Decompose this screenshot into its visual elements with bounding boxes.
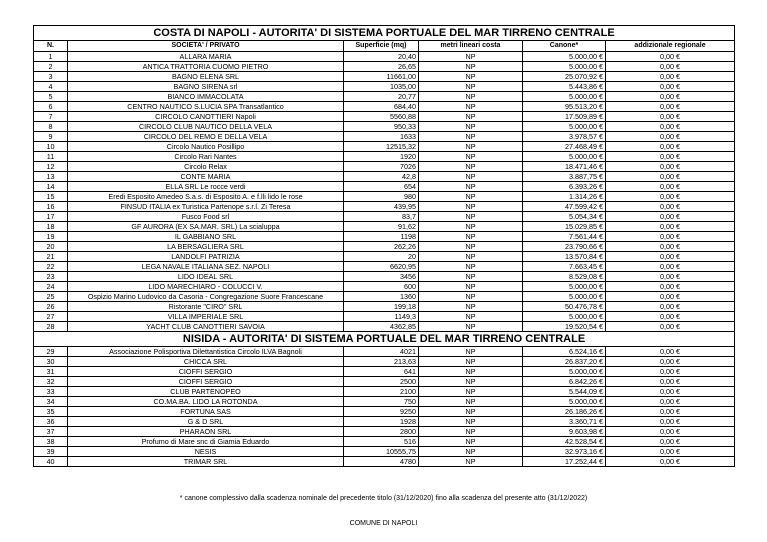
table-row bbox=[34, 52, 735, 62]
cell-ml: NP bbox=[419, 232, 523, 242]
table-row bbox=[34, 72, 735, 82]
cell-add: 0,00 € bbox=[606, 292, 735, 302]
cell-name: BAGNO SIRENA srl bbox=[68, 82, 344, 92]
cell-add: 0,00 € bbox=[606, 282, 735, 292]
cell-n: 32 bbox=[34, 377, 68, 387]
cell-ml: NP bbox=[419, 387, 523, 397]
cell-canone: 6.524,16 € bbox=[523, 347, 606, 357]
cell-sup: 42,8 bbox=[344, 172, 419, 182]
cell-ml: NP bbox=[419, 72, 523, 82]
cell-sup: 9250 bbox=[344, 407, 419, 417]
cell-ml: NP bbox=[419, 447, 523, 457]
cell-add: 0,00 € bbox=[606, 92, 735, 102]
column-header-n: N. bbox=[34, 41, 68, 52]
cell-n: 27 bbox=[34, 312, 68, 322]
table-row bbox=[34, 202, 735, 212]
cell-ml: NP bbox=[419, 417, 523, 427]
cell-sup: 980 bbox=[344, 192, 419, 202]
cell-add: 0,00 € bbox=[606, 407, 735, 417]
table-row bbox=[34, 92, 735, 102]
table-row bbox=[34, 152, 735, 162]
cell-ml: NP bbox=[419, 82, 523, 92]
cell-ml: NP bbox=[419, 142, 523, 152]
cell-ml: NP bbox=[419, 112, 523, 122]
cell-sup: 83,7 bbox=[344, 212, 419, 222]
cell-add: 0,00 € bbox=[606, 82, 735, 92]
cell-name: TRIMAR SRL bbox=[68, 457, 344, 467]
cell-sup: 10555,75 bbox=[344, 447, 419, 457]
table-row bbox=[34, 302, 735, 312]
section-title-row bbox=[34, 332, 735, 347]
cell-canone: 5.000,00 € bbox=[523, 367, 606, 377]
cell-canone: 6.393,26 € bbox=[523, 182, 606, 192]
cell-add: 0,00 € bbox=[606, 457, 735, 467]
table-row bbox=[34, 377, 735, 387]
cell-add: 0,00 € bbox=[606, 312, 735, 322]
cell-n: 28 bbox=[34, 322, 68, 332]
cell-ml: NP bbox=[419, 302, 523, 312]
cell-add: 0,00 € bbox=[606, 162, 735, 172]
cell-name: FORTUNA SAS bbox=[68, 407, 344, 417]
cell-sup: 1920 bbox=[344, 152, 419, 162]
cell-n: 37 bbox=[34, 427, 68, 437]
cell-add: 0,00 € bbox=[606, 322, 735, 332]
cell-ml: NP bbox=[419, 367, 523, 377]
cell-canone: 18.471,46 € bbox=[523, 162, 606, 172]
table-row bbox=[34, 397, 735, 407]
cell-ml: NP bbox=[419, 212, 523, 222]
table-row bbox=[34, 357, 735, 367]
cell-add: 0,00 € bbox=[606, 52, 735, 62]
cell-ml: NP bbox=[419, 292, 523, 302]
cell-name: CIOFFI SERGIO bbox=[68, 367, 344, 377]
cell-sup: 516 bbox=[344, 437, 419, 447]
cell-canone: 23.790,66 € bbox=[523, 242, 606, 252]
cell-n: 23 bbox=[34, 272, 68, 282]
cell-name: Fusco Food srl bbox=[68, 212, 344, 222]
table-row bbox=[34, 232, 735, 242]
cell-add: 0,00 € bbox=[606, 142, 735, 152]
cell-canone: 5.054,34 € bbox=[523, 212, 606, 222]
table-row bbox=[34, 112, 735, 122]
cell-ml: NP bbox=[419, 202, 523, 212]
cell-n: 36 bbox=[34, 417, 68, 427]
table-row bbox=[34, 122, 735, 132]
cell-ml: NP bbox=[419, 312, 523, 322]
cell-add: 0,00 € bbox=[606, 152, 735, 162]
cell-n: 10 bbox=[34, 142, 68, 152]
cell-canone: 32.973,16 € bbox=[523, 447, 606, 457]
cell-sup: 20 bbox=[344, 252, 419, 262]
cell-sup: 684,40 bbox=[344, 102, 419, 112]
table-row bbox=[34, 407, 735, 417]
cell-ml: NP bbox=[419, 222, 523, 232]
table-row bbox=[34, 282, 735, 292]
concessions-table bbox=[33, 25, 735, 467]
cell-canone: 26.186,26 € bbox=[523, 407, 606, 417]
cell-canone: 47.599,42 € bbox=[523, 202, 606, 212]
cell-add: 0,00 € bbox=[606, 437, 735, 447]
cell-add: 0,00 € bbox=[606, 262, 735, 272]
column-header-canone: Canone* bbox=[523, 41, 606, 52]
cell-add: 0,00 € bbox=[606, 357, 735, 367]
cell-name: Eredi Esposito Amedeo S.a.s. di Esposito A. e f.lli lido le rose bbox=[68, 192, 344, 202]
cell-n: 35 bbox=[34, 407, 68, 417]
cell-sup: 641 bbox=[344, 367, 419, 377]
cell-add: 0,00 € bbox=[606, 102, 735, 112]
cell-n: 5 bbox=[34, 92, 68, 102]
cell-ml: NP bbox=[419, 152, 523, 162]
cell-canone: 5.000,00 € bbox=[523, 122, 606, 132]
cell-name: GF AURORA (EX SA.MAR. SRL) La scialuppa bbox=[68, 222, 344, 232]
cell-name: LIDO MARECHIARO - COLUCCI V. bbox=[68, 282, 344, 292]
column-header-add: addizionale regionale bbox=[606, 41, 735, 52]
cell-n: 14 bbox=[34, 182, 68, 192]
section-title: COSTA DI NAPOLI - AUTORITA' DI SISTEMA PORTUALE DEL MAR TIRRENO CENTRALE bbox=[34, 26, 735, 41]
cell-n: 4 bbox=[34, 82, 68, 92]
cell-n: 2 bbox=[34, 62, 68, 72]
table-row bbox=[34, 172, 735, 182]
cell-name: CIRCOLO CLUB NAUTICO DELLA VELA bbox=[68, 122, 344, 132]
table-row bbox=[34, 142, 735, 152]
cell-sup: 2100 bbox=[344, 387, 419, 397]
table-row bbox=[34, 322, 735, 332]
cell-ml: NP bbox=[419, 377, 523, 387]
concessions-table-body bbox=[34, 26, 735, 467]
cell-name: Circolo Rari Nantes bbox=[68, 152, 344, 162]
cell-name: Circolo Relax bbox=[68, 162, 344, 172]
cell-name: CIRCOLO DEL REMO E DELLA VELA bbox=[68, 132, 344, 142]
table-row bbox=[34, 262, 735, 272]
cell-ml: NP bbox=[419, 397, 523, 407]
cell-ml: NP bbox=[419, 407, 523, 417]
cell-canone: 5.000,00 € bbox=[523, 397, 606, 407]
cell-sup: 950,33 bbox=[344, 122, 419, 132]
cell-canone: 8.529,08 € bbox=[523, 272, 606, 282]
table-row bbox=[34, 222, 735, 232]
cell-n: 19 bbox=[34, 232, 68, 242]
cell-canone: 17.509,89 € bbox=[523, 112, 606, 122]
cell-sup: 2500 bbox=[344, 377, 419, 387]
cell-canone: 25.070,92 € bbox=[523, 72, 606, 82]
cell-name: CIOFFI SERGIO bbox=[68, 377, 344, 387]
cell-add: 0,00 € bbox=[606, 222, 735, 232]
cell-name: LANDOLFI PATRIZIA bbox=[68, 252, 344, 262]
column-header-sup: Superficie (mq) bbox=[344, 41, 419, 52]
cell-ml: NP bbox=[419, 437, 523, 447]
cell-name: PHARAON SRL bbox=[68, 427, 344, 437]
cell-n: 9 bbox=[34, 132, 68, 142]
cell-n: 6 bbox=[34, 102, 68, 112]
cell-n: 17 bbox=[34, 212, 68, 222]
cell-ml: NP bbox=[419, 262, 523, 272]
cell-name: BAGNO ELENA SRL bbox=[68, 72, 344, 82]
cell-n: 29 bbox=[34, 347, 68, 357]
cell-name: CIRCOLO CANOTTIERI Napoli bbox=[68, 112, 344, 122]
table-row bbox=[34, 417, 735, 427]
cell-name: Ristorante "CIRO" SRL bbox=[68, 302, 344, 312]
table-header-row bbox=[34, 41, 735, 52]
cell-sup: 12515,32 bbox=[344, 142, 419, 152]
page-footer: COMUNE DI NAPOLI bbox=[349, 520, 418, 527]
cell-add: 0,00 € bbox=[606, 447, 735, 457]
cell-ml: NP bbox=[419, 457, 523, 467]
table-row bbox=[34, 387, 735, 397]
cell-add: 0,00 € bbox=[606, 272, 735, 282]
cell-sup: 199,18 bbox=[344, 302, 419, 312]
cell-name: CHICCA SRL bbox=[68, 357, 344, 367]
cell-name: IL GABBIANO SRL bbox=[68, 232, 344, 242]
cell-canone: 26.837,20 € bbox=[523, 357, 606, 367]
cell-name: VILLA IMPERIALE SRL bbox=[68, 312, 344, 322]
cell-n: 12 bbox=[34, 162, 68, 172]
cell-ml: NP bbox=[419, 122, 523, 132]
cell-name: ALLARA MARIA bbox=[68, 52, 344, 62]
cell-n: 24 bbox=[34, 282, 68, 292]
cell-canone: 5.544,09 € bbox=[523, 387, 606, 397]
cell-canone: 50.476,78 € bbox=[523, 302, 606, 312]
table-row bbox=[34, 182, 735, 192]
cell-sup: 750 bbox=[344, 397, 419, 407]
cell-n: 8 bbox=[34, 122, 68, 132]
cell-sup: 7026 bbox=[344, 162, 419, 172]
cell-sup: 1198 bbox=[344, 232, 419, 242]
cell-name: Profumo di Mare snc di Giamia Eduardo bbox=[68, 437, 344, 447]
cell-ml: NP bbox=[419, 192, 523, 202]
cell-name: Associazione Polisportiva Dilettantistica Circolo ILVA Bagnoli bbox=[68, 347, 344, 357]
cell-add: 0,00 € bbox=[606, 172, 735, 182]
cell-sup: 4780 bbox=[344, 457, 419, 467]
cell-name: ANTICA TRATTORIA CUOMO PIETRO bbox=[68, 62, 344, 72]
cell-n: 1 bbox=[34, 52, 68, 62]
cell-canone: 7.663,45 € bbox=[523, 262, 606, 272]
cell-canone: 17.252,44 € bbox=[523, 457, 606, 467]
cell-name: FINSUD ITALIA ex Turistica Partenope s.r.l. Zi Teresa bbox=[68, 202, 344, 212]
cell-name: ELLA SRL Le rocce verdi bbox=[68, 182, 344, 192]
footnote: * canone complessivo dalla scadenza nominale del precedente titolo (31/12/2020) fino alla scadenza del presente atto (31/12/2022) bbox=[179, 495, 588, 502]
cell-ml: NP bbox=[419, 252, 523, 262]
table-row bbox=[34, 447, 735, 457]
cell-canone: 19.520,54 € bbox=[523, 322, 606, 332]
cell-ml: NP bbox=[419, 182, 523, 192]
cell-sup: 654 bbox=[344, 182, 419, 192]
cell-n: 26 bbox=[34, 302, 68, 312]
cell-add: 0,00 € bbox=[606, 377, 735, 387]
cell-name: Ospizio Marino Ludovico da Casoria - Congregazione Suore Francescane bbox=[68, 292, 344, 302]
cell-sup: 20,40 bbox=[344, 52, 419, 62]
table-row bbox=[34, 272, 735, 282]
cell-canone: 5.000,00 € bbox=[523, 312, 606, 322]
cell-name: Circolo Nautico Posillipo bbox=[68, 142, 344, 152]
table-row bbox=[34, 212, 735, 222]
cell-add: 0,00 € bbox=[606, 242, 735, 252]
cell-add: 0,00 € bbox=[606, 347, 735, 357]
cell-sup: 1360 bbox=[344, 292, 419, 302]
cell-ml: NP bbox=[419, 347, 523, 357]
cell-name: NESIS bbox=[68, 447, 344, 457]
cell-ml: NP bbox=[419, 242, 523, 252]
cell-canone: 1.314,26 € bbox=[523, 192, 606, 202]
cell-name: LEGA NAVALE ITALIANA SEZ. NAPOLI bbox=[68, 262, 344, 272]
table-row bbox=[34, 242, 735, 252]
cell-canone: 5.443,86 € bbox=[523, 82, 606, 92]
cell-n: 30 bbox=[34, 357, 68, 367]
cell-add: 0,00 € bbox=[606, 387, 735, 397]
cell-n: 39 bbox=[34, 447, 68, 457]
cell-n: 38 bbox=[34, 437, 68, 447]
cell-add: 0,00 € bbox=[606, 252, 735, 262]
cell-canone: 9.603,98 € bbox=[523, 427, 606, 437]
cell-canone: 15.029,85 € bbox=[523, 222, 606, 232]
cell-add: 0,00 € bbox=[606, 232, 735, 242]
cell-ml: NP bbox=[419, 322, 523, 332]
cell-n: 7 bbox=[34, 112, 68, 122]
cell-canone: 3.887,75 € bbox=[523, 172, 606, 182]
cell-n: 3 bbox=[34, 72, 68, 82]
cell-ml: NP bbox=[419, 52, 523, 62]
cell-add: 0,00 € bbox=[606, 62, 735, 72]
cell-add: 0,00 € bbox=[606, 302, 735, 312]
cell-n: 34 bbox=[34, 397, 68, 407]
cell-sup: 600 bbox=[344, 282, 419, 292]
cell-name: CENTRO NAUTICO S.LUCIA SPA Transatlantico bbox=[68, 102, 344, 112]
cell-add: 0,00 € bbox=[606, 182, 735, 192]
cell-add: 0,00 € bbox=[606, 397, 735, 407]
cell-name: CONTE MARIA bbox=[68, 172, 344, 182]
cell-name: CO.MA.BA. LIDO LA ROTONDA bbox=[68, 397, 344, 407]
cell-name: LIDO IDEAL SRL bbox=[68, 272, 344, 282]
cell-canone: 6.842,26 € bbox=[523, 377, 606, 387]
table-row bbox=[34, 132, 735, 142]
table-row bbox=[34, 437, 735, 447]
table-row bbox=[34, 427, 735, 437]
cell-ml: NP bbox=[419, 92, 523, 102]
section-title: NISIDA - AUTORITA' DI SISTEMA PORTUALE DEL MAR TIRRENO CENTRALE bbox=[34, 332, 735, 347]
cell-ml: NP bbox=[419, 272, 523, 282]
table-row bbox=[34, 192, 735, 202]
cell-sup: 4021 bbox=[344, 347, 419, 357]
cell-add: 0,00 € bbox=[606, 427, 735, 437]
cell-name: LA BERSAGLIERA SRL bbox=[68, 242, 344, 252]
section-title-row bbox=[34, 26, 735, 41]
cell-name: YACHT CLUB CANOTTIERI SAVOIA bbox=[68, 322, 344, 332]
cell-canone: 27.468,49 € bbox=[523, 142, 606, 152]
table-row bbox=[34, 367, 735, 377]
cell-add: 0,00 € bbox=[606, 112, 735, 122]
cell-add: 0,00 € bbox=[606, 212, 735, 222]
cell-n: 40 bbox=[34, 457, 68, 467]
cell-canone: 5.000,00 € bbox=[523, 92, 606, 102]
cell-n: 33 bbox=[34, 387, 68, 397]
table-row bbox=[34, 82, 735, 92]
cell-add: 0,00 € bbox=[606, 367, 735, 377]
cell-n: 21 bbox=[34, 252, 68, 262]
cell-ml: NP bbox=[419, 357, 523, 367]
cell-n: 18 bbox=[34, 222, 68, 232]
cell-sup: 11661,00 bbox=[344, 72, 419, 82]
cell-add: 0,00 € bbox=[606, 132, 735, 142]
cell-sup: 5560,88 bbox=[344, 112, 419, 122]
cell-sup: 213,63 bbox=[344, 357, 419, 367]
cell-ml: NP bbox=[419, 132, 523, 142]
table-row bbox=[34, 292, 735, 302]
cell-ml: NP bbox=[419, 282, 523, 292]
cell-canone: 5.000,00 € bbox=[523, 52, 606, 62]
cell-canone: 5.000,00 € bbox=[523, 292, 606, 302]
cell-n: 15 bbox=[34, 192, 68, 202]
cell-name: G & D SRL bbox=[68, 417, 344, 427]
cell-canone: 3.360,71 € bbox=[523, 417, 606, 427]
cell-n: 11 bbox=[34, 152, 68, 162]
table-row bbox=[34, 347, 735, 357]
cell-ml: NP bbox=[419, 102, 523, 112]
cell-canone: 5.000,00 € bbox=[523, 62, 606, 72]
cell-add: 0,00 € bbox=[606, 417, 735, 427]
cell-canone: 13.570,84 € bbox=[523, 252, 606, 262]
cell-canone: 3.978,57 € bbox=[523, 132, 606, 142]
cell-sup: 439,95 bbox=[344, 202, 419, 212]
cell-sup: 262,26 bbox=[344, 242, 419, 252]
cell-canone: 7.561,44 € bbox=[523, 232, 606, 242]
cell-sup: 1928 bbox=[344, 417, 419, 427]
cell-add: 0,00 € bbox=[606, 192, 735, 202]
cell-n: 31 bbox=[34, 367, 68, 377]
cell-sup: 91,62 bbox=[344, 222, 419, 232]
cell-sup: 1633 bbox=[344, 132, 419, 142]
table-row bbox=[34, 312, 735, 322]
cell-add: 0,00 € bbox=[606, 202, 735, 212]
cell-n: 22 bbox=[34, 262, 68, 272]
cell-sup: 20,77 bbox=[344, 92, 419, 102]
cell-ml: NP bbox=[419, 62, 523, 72]
cell-sup: 2800 bbox=[344, 427, 419, 437]
table-row bbox=[34, 162, 735, 172]
cell-name: CLUB PARTENOPEO bbox=[68, 387, 344, 397]
cell-n: 20 bbox=[34, 242, 68, 252]
cell-add: 0,00 € bbox=[606, 72, 735, 82]
cell-sup: 4362,85 bbox=[344, 322, 419, 332]
cell-n: 16 bbox=[34, 202, 68, 212]
column-header-ml: metri lineari costa bbox=[419, 41, 523, 52]
cell-ml: NP bbox=[419, 427, 523, 437]
cell-sup: 1149,3 bbox=[344, 312, 419, 322]
cell-n: 13 bbox=[34, 172, 68, 182]
table-row bbox=[34, 102, 735, 112]
cell-add: 0,00 € bbox=[606, 122, 735, 132]
table-row bbox=[34, 62, 735, 72]
cell-ml: NP bbox=[419, 172, 523, 182]
cell-ml: NP bbox=[419, 162, 523, 172]
table-row bbox=[34, 252, 735, 262]
table-row bbox=[34, 457, 735, 467]
cell-canone: 95.513,20 € bbox=[523, 102, 606, 112]
cell-sup: 26,65 bbox=[344, 62, 419, 72]
cell-canone: 42.528,54 € bbox=[523, 437, 606, 447]
cell-name: BIANCO IMMACOLATA bbox=[68, 92, 344, 102]
cell-canone: 5.000,00 € bbox=[523, 282, 606, 292]
cell-sup: 1035,00 bbox=[344, 82, 419, 92]
column-header-name: SOCIETA' / PRIVATO bbox=[68, 41, 344, 52]
cell-sup: 6620,95 bbox=[344, 262, 419, 272]
cell-canone: 5.000,00 € bbox=[523, 152, 606, 162]
cell-sup: 3456 bbox=[344, 272, 419, 282]
cell-n: 25 bbox=[34, 292, 68, 302]
